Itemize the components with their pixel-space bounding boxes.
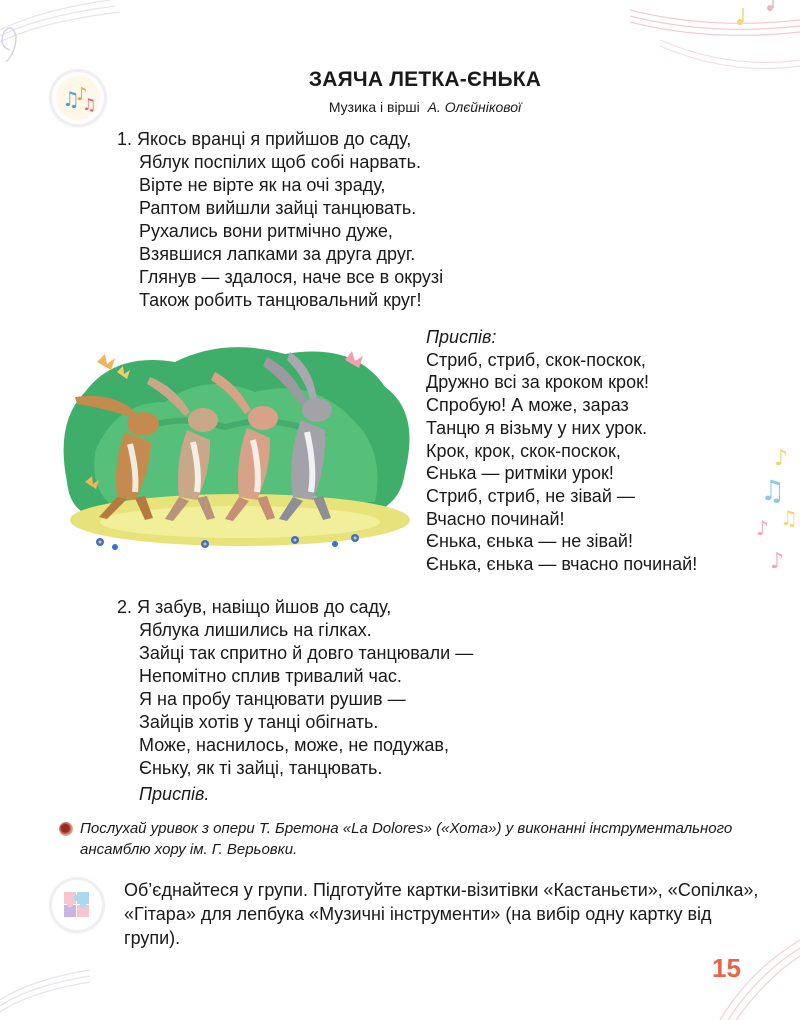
page-number: 15 — [712, 953, 741, 983]
chorus-label: Приспів: — [426, 327, 497, 347]
verse-line: Непомітно сплив тривалий час. — [139, 666, 402, 686]
verse-line: Рухались вони ритмічно дуже, — [139, 221, 393, 241]
dancing-hares-illustration — [55, 332, 420, 560]
chorus-line: Вчасно починай! — [426, 508, 565, 529]
verse-line: 2. Я забув, навіщо йшов до саду, — [117, 597, 392, 617]
verse-line: Яблук поспілих щоб собі нарвать. — [139, 152, 421, 172]
verse-line: Яблука лишились на гілках. — [139, 620, 372, 640]
listen-note: Послухай уривок з опери Т. Бретона «La Dolores» («Хота») у виконанні інструментального ансамблю хору ім. Г. Верьовки. — [80, 820, 733, 858]
listen-bullet-icon — [59, 822, 73, 836]
verse-line: Вірте не вірте як на очі зраду, — [139, 175, 386, 195]
verse-line: Глянув — здалося, наче все в окрузі — [139, 267, 444, 287]
svg-text:♪: ♪ — [774, 446, 789, 471]
song-subtitle — [0, 99, 800, 115]
verse-line: Взявшися лапками за друга друг. — [139, 244, 416, 264]
chorus-line: Єнька, єнька — не зівай! — [426, 531, 633, 552]
verse-line: Єньку, як ті зайці, танцювать. — [139, 758, 383, 778]
chorus-line: Єнька, єнька — вчасно починай! — [426, 554, 698, 575]
chorus-line: Єнька — ритміки урок! — [426, 463, 614, 484]
verse-line: Я на пробу танцювати рушив — — [139, 689, 406, 709]
svg-text:♫: ♫ — [760, 474, 786, 507]
verse-1 — [117, 128, 443, 312]
verse-line: Зайців хотів у танці обігнать. — [139, 712, 379, 732]
verse-line: Зайці так спритно й довго танцювали — — [139, 643, 474, 663]
verse-2 — [117, 596, 473, 780]
corner-decoration-top-left — [0, 0, 120, 70]
subtitle-prefix: Музика і вірші — [328, 99, 420, 115]
chorus-reference: Приспів. — [139, 784, 210, 804]
corner-decoration-top-right — [620, 0, 800, 110]
verse-line: 1. Якось вранці я прийшов до саду, — [117, 129, 412, 149]
chorus-line: Спробую! А може, зараз — [426, 395, 629, 416]
verse-line: Також робить танцювальний круг! — [139, 290, 422, 310]
chorus-line: Стриб, стриб, скок-поскок, — [426, 349, 646, 370]
chorus-line: Стриб, стриб, не зівай — — [426, 485, 635, 506]
chorus — [426, 326, 697, 576]
svg-text:♫: ♫ — [780, 506, 798, 530]
svg-text:♪: ♪ — [756, 516, 769, 540]
verse-line: Раптом вийшли зайці танцювать. — [139, 198, 417, 218]
song-title: ЗАЯЧА ЛЕТКА-ЄНЬКА — [308, 68, 542, 91]
puzzle-icon — [52, 880, 102, 930]
side-music-notes — [752, 440, 800, 580]
verse-line: Може, наснилось, може, не подужав, — [139, 735, 449, 755]
subtitle-author: А. Олєйнікової — [427, 99, 522, 115]
svg-text:♪: ♪ — [770, 549, 785, 574]
chorus-line: Танцю я візьму у них урок. — [426, 417, 648, 438]
task-text: Об’єднайтеся у групи. Підготуйте картки-візитівки «Кастаньєти», «Сопілка», «Гітара» для лепбука «Музичні інструменти» (на вибір одну картку від групи). — [124, 880, 759, 948]
chorus-line: Дружно всі за кроком крок! — [426, 372, 649, 393]
svg-text:♫: ♫ — [82, 95, 97, 114]
verse-number: 1. — [117, 129, 133, 149]
svg-text:♪: ♪ — [76, 84, 88, 105]
svg-text:♫: ♫ — [62, 87, 80, 111]
verse-number: 2. — [117, 597, 133, 617]
corner-decoration-bottom-left — [0, 940, 90, 1020]
chorus-line: Крок, крок, скок-поскок, — [426, 440, 621, 461]
